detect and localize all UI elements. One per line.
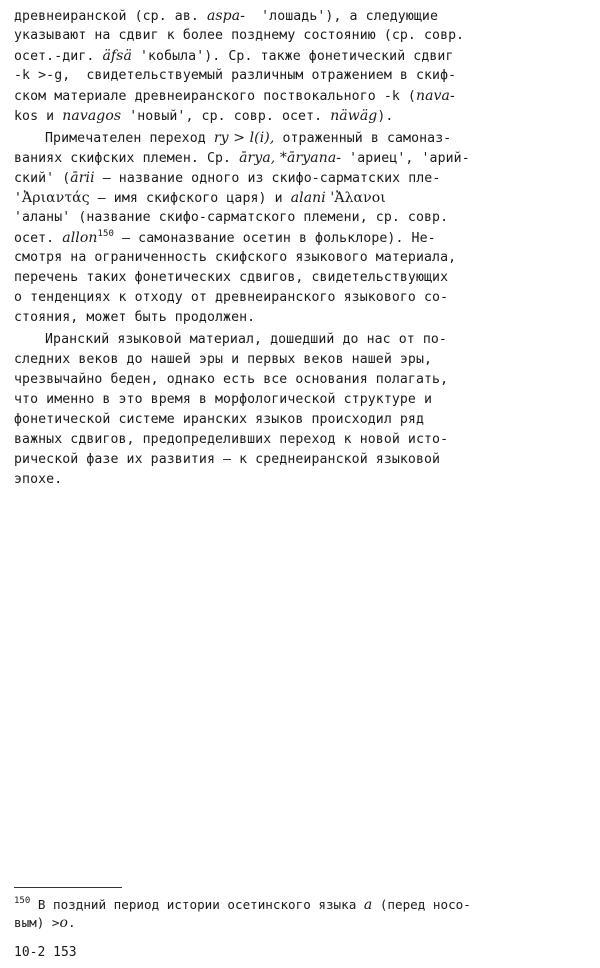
footnote-line: вым) >o. [14, 915, 76, 931]
text-line: 'Ἀριαντάς — имя скифского царя) и alani 'Ἀλανοι [14, 190, 386, 206]
text-line: kos и navagos 'новый', ср. совр. осет. näwäg). [14, 108, 394, 124]
text-line: 'аланы' (название скифо-сарматского племени, ср. совр. [14, 210, 449, 225]
paragraph-start: Примечателен переход ry > l(i), отраженный в самоназ- [45, 130, 452, 146]
text-line: ский' (ārii — название одного из скифо-сарматских пле- [14, 170, 441, 186]
footnote-line: $^{150}$ В поздний период истории осетинского языка a (перед носо- [14, 896, 471, 913]
text-line: указывают на сдвиг к более позднему состоянию (ср. совр. [14, 28, 465, 43]
text-line: рической фазе их развития — к среднеиранской языковой [14, 452, 441, 467]
text-line: -k >-g, свидетельствуемый различным отражением в скиф- [14, 68, 457, 83]
text-line: ваниях скифских племен. Ср. ārya, *āryana- 'ариец', 'арий- [14, 150, 470, 166]
text-line: что именно в это время в морфологической структуре и [14, 392, 433, 407]
footnote-number: 150 [14, 896, 31, 906]
text-line: эпохе. [14, 472, 63, 487]
text-line: перечень таких фонетических сдвигов, свидетельствующих [14, 270, 449, 285]
text-line: о тенденциях к отходу от древнеиранского языкового со- [14, 290, 449, 305]
text-line: следних веков до нашей эры и первых веков нашей эры, [14, 352, 433, 367]
page-number: 10-2 153 [14, 945, 77, 960]
footnote-rule [14, 887, 122, 888]
text-line: осет.-диг. äfsä 'кобыла'). Ср. также фонетический сдвиг [14, 48, 454, 64]
text-line: чрезвычайно беден, однако есть все основания полагать, [14, 372, 449, 387]
paragraph-start: Иранский языковой материал, дошедший до нас от по- [45, 332, 447, 347]
text-line: важных сдвигов, предопределивших переход к новой исто- [14, 432, 449, 447]
text-line: смотря на ограниченность скифского языкового материала, [14, 250, 457, 265]
text-line: ском материале древнеиранского поствокального -k (nava- [14, 88, 455, 104]
text-line: фонетической системе иранских языков происходил ряд [14, 412, 425, 427]
text-line: древнеиранской (ср. ав. asра- 'лошадь'), а следующие [14, 8, 438, 24]
text-line: стояния, может быть продолжен. [14, 310, 256, 325]
text-line: осет. allon$^{150}$ — самоназвание осетин в фольклоре). Не- [14, 229, 436, 246]
